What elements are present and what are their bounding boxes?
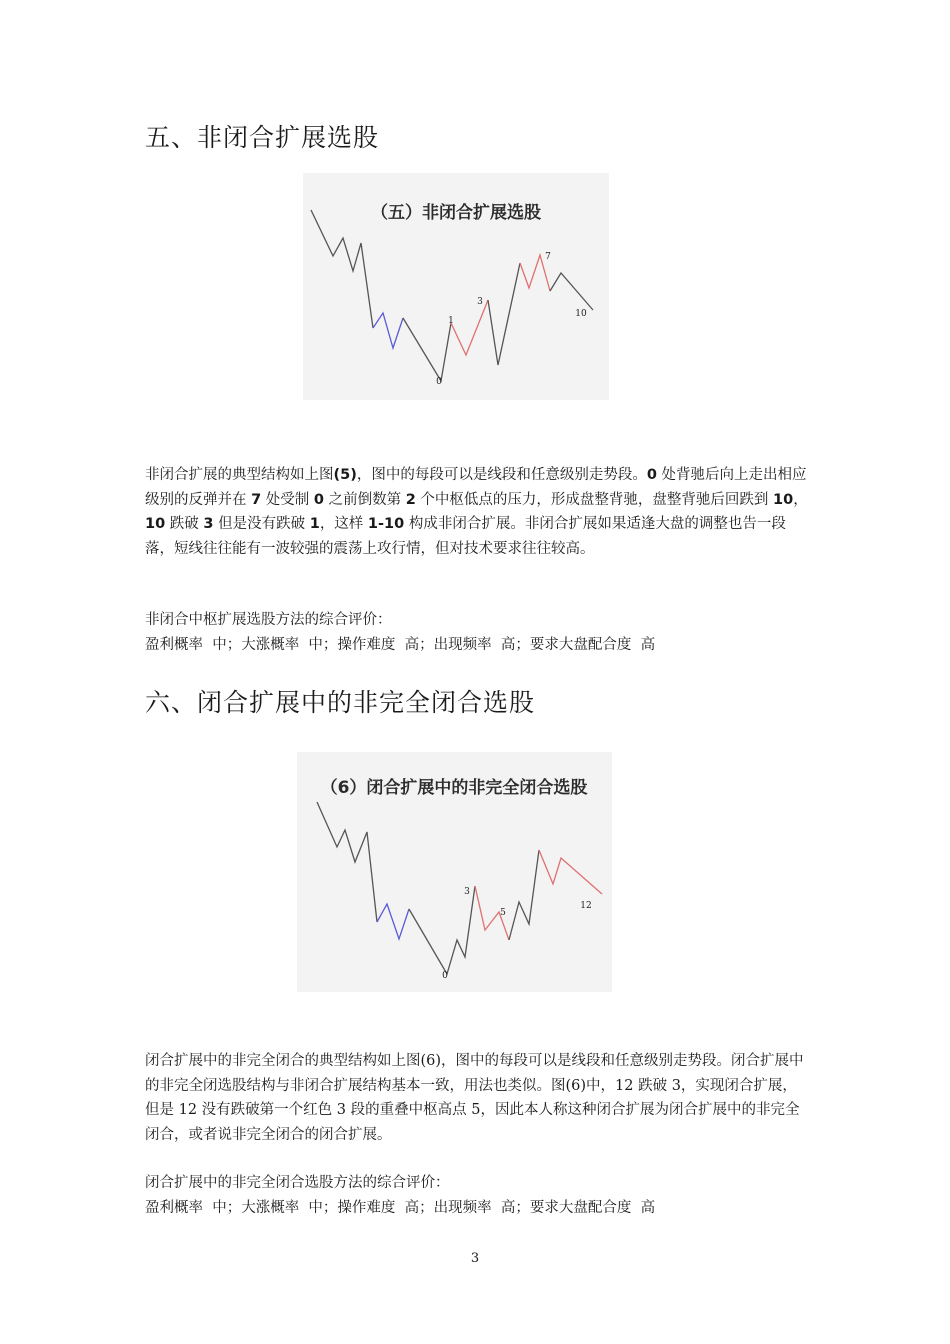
point-label-1: 1 <box>448 316 454 326</box>
point-label-0: 0 <box>442 971 448 981</box>
point-label-3: 3 <box>464 887 470 897</box>
point-label-5: 5 <box>500 908 506 918</box>
point-label-12: 12 <box>580 901 592 911</box>
section-5-paragraph: 非闭合扩展的典型结构如上图(5)，图中的每段可以是线段和任意级别走势段。0 处背驰后向上走出相应级别的反弹并在 7 处受制 0 之前倒数第 2 个中枢低点的压力，形成盘整背驰，盘整背驰后回跌到 10，10 跌破 3 但是没有跌破 1，这样 1-10 构成非闭合扩展。非闭合扩展如果适逢大盘的调整也告一段落，短线往往能有一波较强的震荡上攻行情，但对技术要求往往较高。 <box>145 467 808 557</box>
section-6-eval-line: 盈利概率 中；大涨概率 中；操作难度 高；出现频率 高；要求大盘配合度 高 <box>145 1200 656 1216</box>
section-5-eval-line: 盈利概率 中；大涨概率 中；操作难度 高；出现频率 高；要求大盘配合度 高 <box>145 637 656 653</box>
point-label-3: 3 <box>477 297 483 307</box>
point-label-7: 7 <box>545 252 551 262</box>
section-heading-6: 六、闭合扩展中的非完全闭合选股 <box>145 688 536 717</box>
page-number: 3 <box>470 1251 480 1266</box>
point-label-10: 10 <box>575 309 587 319</box>
figure-6 <box>297 752 612 992</box>
figure-6-svg <box>297 752 612 992</box>
figure-5-svg <box>303 173 609 400</box>
figure-5-title: （五）非闭合扩展选股 <box>371 203 541 223</box>
figure-6-title: （6）闭合扩展中的非完全闭合选股 <box>320 778 588 798</box>
section-6-eval-title: 闭合扩展中的非完全闭合选股方法的综合评价： <box>145 1175 450 1191</box>
section-5-eval-title: 非闭合中枢扩展选股方法的综合评价： <box>145 612 392 628</box>
figure-5 <box>303 173 609 400</box>
section-6-paragraph: 闭合扩展中的非完全闭合的典型结构如上图(6)，图中的每段可以是线段和任意级别走势段。闭合扩展中的非完全闭选股结构与非闭合扩展结构基本一致，用法也类似。图(6)中，12 跌破 3，实现闭合扩展，但是 12 没有跌破第一个红色 3 段的重叠中枢高点 5，因此本人称这种闭合扩展为闭合扩展中的非完全闭合，或者说非完全闭合的闭合扩展。 <box>145 1053 804 1143</box>
point-label-0: 0 <box>436 377 442 387</box>
section-heading-5: 五、非闭合扩展选股 <box>145 123 380 152</box>
